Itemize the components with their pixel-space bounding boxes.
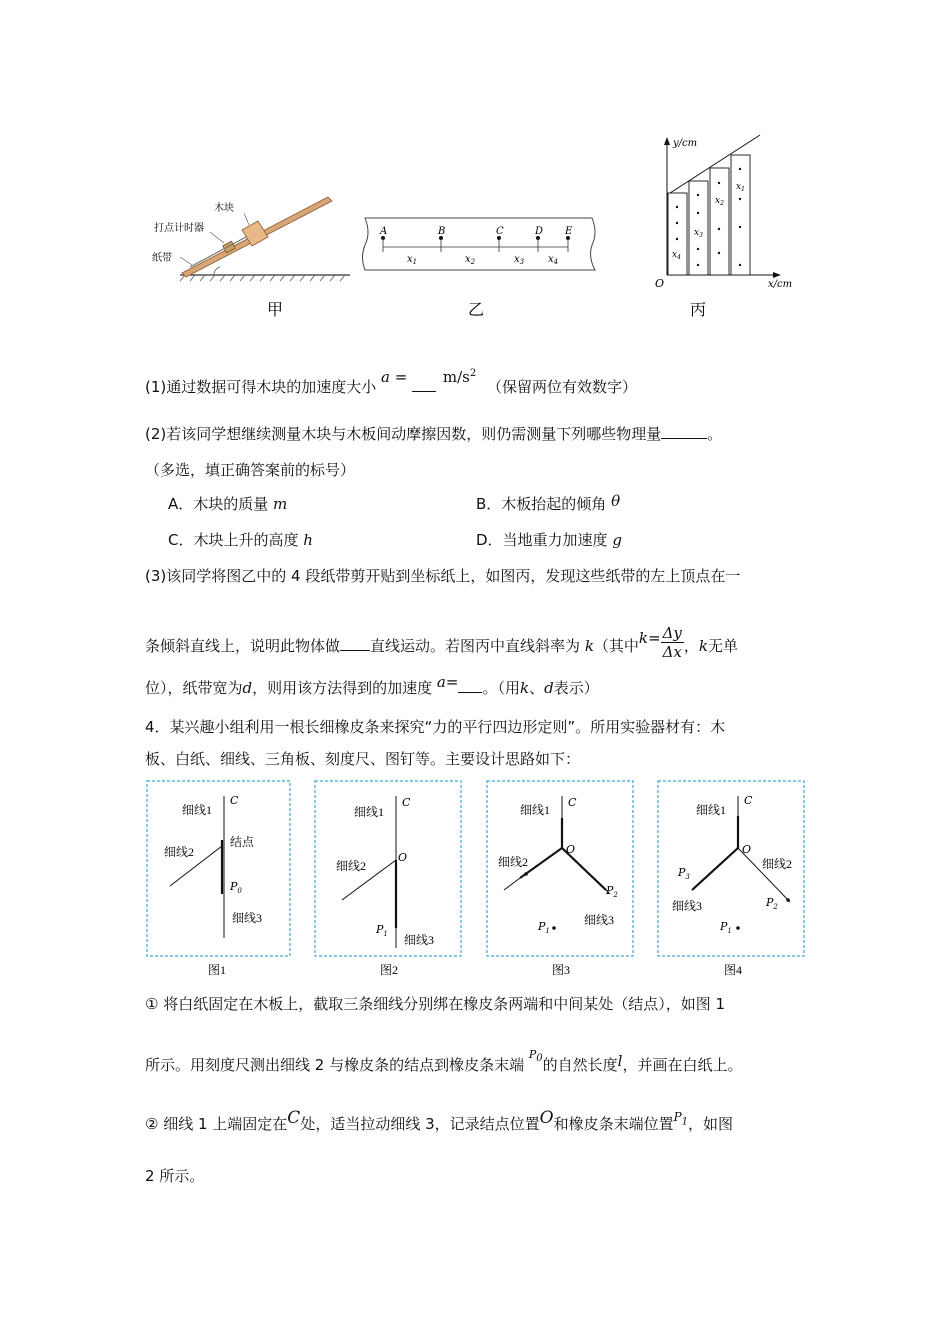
question-3-line3: 位），纸带宽为d，则用该方法得到的加速度 a= 。（用k、d表示） — [145, 673, 599, 697]
svg-text:C: C — [744, 794, 753, 807]
question-1 — [145, 368, 638, 397]
option-d[interactable]: D．当地重力加速度 g — [476, 531, 622, 549]
figure-1 — [147, 781, 290, 977]
svg-text:细线2: 细线2 — [498, 855, 529, 869]
q3-motion-blank[interactable] — [340, 636, 370, 651]
svg-text:细线2: 细线2 — [762, 857, 793, 871]
svg-text:细线3: 细线3 — [584, 913, 615, 927]
top-figures — [150, 125, 810, 325]
figure-4 — [658, 781, 804, 977]
q1-prefix: (1)通过数据可得木块的加速度大小 — [145, 378, 377, 396]
fig3-caption: 图3 — [552, 963, 571, 977]
option-c[interactable]: C．木块上升的高度 h — [168, 531, 313, 549]
svg-text:细线2: 细线2 — [336, 859, 367, 873]
option-a[interactable]: A．木块的质量 m — [168, 495, 288, 513]
svg-text:细线3: 细线3 — [672, 899, 703, 913]
strip-x3: $x_3$ — [694, 228, 703, 239]
fig1-p0: $P_0$ — [230, 880, 242, 895]
svg-text:细线1: 细线1 — [182, 803, 213, 817]
fig2-caption: 图2 — [380, 963, 399, 977]
option-b[interactable]: B．木板抬起的倾角 θ — [476, 492, 621, 513]
figure-3 — [487, 781, 633, 977]
slope-fraction: $\frac{\Delta y}{\Delta x}$ — [662, 624, 682, 661]
svg-text:细线1: 细线1 — [520, 803, 551, 817]
fig1-caption: 图1 — [208, 963, 227, 977]
q2-answer-blank[interactable] — [661, 424, 707, 439]
svg-text:细线3: 细线3 — [404, 933, 435, 947]
fig4-p2: $P_2$ — [766, 896, 778, 911]
point-a: A — [380, 226, 388, 237]
y-axis-label: y/cm — [673, 138, 698, 149]
label-tape: 纸带 — [152, 253, 172, 264]
q1-answer-blank[interactable] — [412, 377, 436, 392]
figure-jia — [152, 197, 350, 319]
step-2-line1: ② 细线 1 上端固定在C处，适当拉动细线 3，记录结点位置O和橡皮条末端位置$^{P_1}$，如图 — [145, 1108, 734, 1133]
q1-var: a — [381, 368, 390, 386]
q3-accel-blank[interactable] — [458, 678, 482, 693]
q1-eq: = — [394, 368, 408, 386]
fig3-p1: $P_1$ — [538, 920, 550, 935]
step1-p0: P0 — [528, 1048, 543, 1065]
strip-x2: $x_2$ — [715, 196, 724, 207]
caption-yi: 乙 — [468, 300, 485, 319]
question-3-line1: (3)该同学将图乙中的 4 段纸带剪开贴到坐标纸上，如图丙，发现这些纸带的左上顶点在一 — [145, 567, 741, 585]
caption-bing: 丙 — [690, 300, 707, 319]
label-timer: 打点计时器 — [154, 223, 204, 234]
fig2-p1: $P_1$ — [376, 923, 388, 938]
point-b: B — [438, 226, 446, 237]
fig3-p2: $P_2$ — [606, 884, 618, 899]
bottom-figures — [140, 778, 812, 982]
question-2-line2: （多选，填正确答案前的标号） — [145, 461, 356, 479]
fig4-p3: $P_3$ — [678, 866, 690, 881]
strip-x4: $x_4$ — [672, 250, 681, 261]
svg-text:结点: 结点 — [230, 835, 255, 849]
question-3-line2: 条倾斜直线上，说明此物体做 直线运动。若图丙中直线斜率为 k（其中k= $\frac{\Delta y}{\Delta x}$ ，k无单 — [145, 624, 739, 661]
question-2-line1: (2)若该同学想继续测量木块与木板间动摩擦因数，则仍需测量下列哪些物理量 。 — [145, 425, 723, 443]
svg-text:C: C — [568, 796, 577, 809]
segment-x1: $x_1$ — [407, 254, 418, 266]
q1-suffix: （保留两位有效数字） — [487, 378, 638, 396]
svg-text:细线3: 细线3 — [232, 911, 263, 925]
point-e: E — [565, 226, 573, 237]
origin-label: O — [655, 277, 665, 290]
fig4-p1: $P_1$ — [720, 920, 732, 935]
step-1-line1: ① 将白纸固定在木板上，截取三条细线分别绑在橡皮条两端和中间某处（结点），如图 1 — [145, 995, 726, 1013]
svg-text:细线2: 细线2 — [164, 845, 195, 859]
strip-x1: $x_1$ — [736, 182, 745, 193]
step2-p1: P1 — [673, 1110, 689, 1128]
segment-x2: $x_2$ — [465, 254, 476, 266]
figure-bing — [655, 135, 792, 319]
figure-yi — [363, 218, 596, 319]
step-1-line2: 所示。用刻度尺测出细线 2 与橡皮条的结点到橡皮条末端 $^{P0}$的自然长度l，并画在白纸上。 — [145, 1048, 743, 1074]
q1-unit: $m/s^2$ — [442, 368, 477, 386]
svg-text:C: C — [402, 796, 411, 809]
svg-text:O: O — [398, 851, 408, 864]
fig4-caption: 图4 — [724, 963, 743, 977]
question-4-line1: 4．某兴趣小组利用一根长细橡皮条来探究“力的平行四边形定则”。所用实验器材有：木 — [145, 718, 726, 736]
point-d: D — [535, 226, 544, 237]
svg-text:O: O — [742, 843, 752, 856]
x-axis-label: x/cm — [768, 279, 793, 290]
svg-text:C: C — [230, 794, 239, 807]
segment-x3: $x_3$ — [514, 254, 525, 266]
caption-jia: 甲 — [267, 300, 284, 319]
svg-text:细线1: 细线1 — [696, 803, 727, 817]
segment-x4: $x_4$ — [548, 254, 559, 266]
question-4-line2: 板、白纸、细线、三角板、刻度尺、图钉等。主要设计思路如下： — [145, 750, 581, 768]
svg-text:O: O — [566, 843, 576, 856]
figure-2 — [315, 781, 461, 977]
step-2-line2: 2 所示。 — [145, 1167, 205, 1185]
svg-text:细线1: 细线1 — [354, 805, 385, 819]
label-block: 木块 — [214, 203, 234, 214]
point-c: C — [496, 226, 504, 237]
